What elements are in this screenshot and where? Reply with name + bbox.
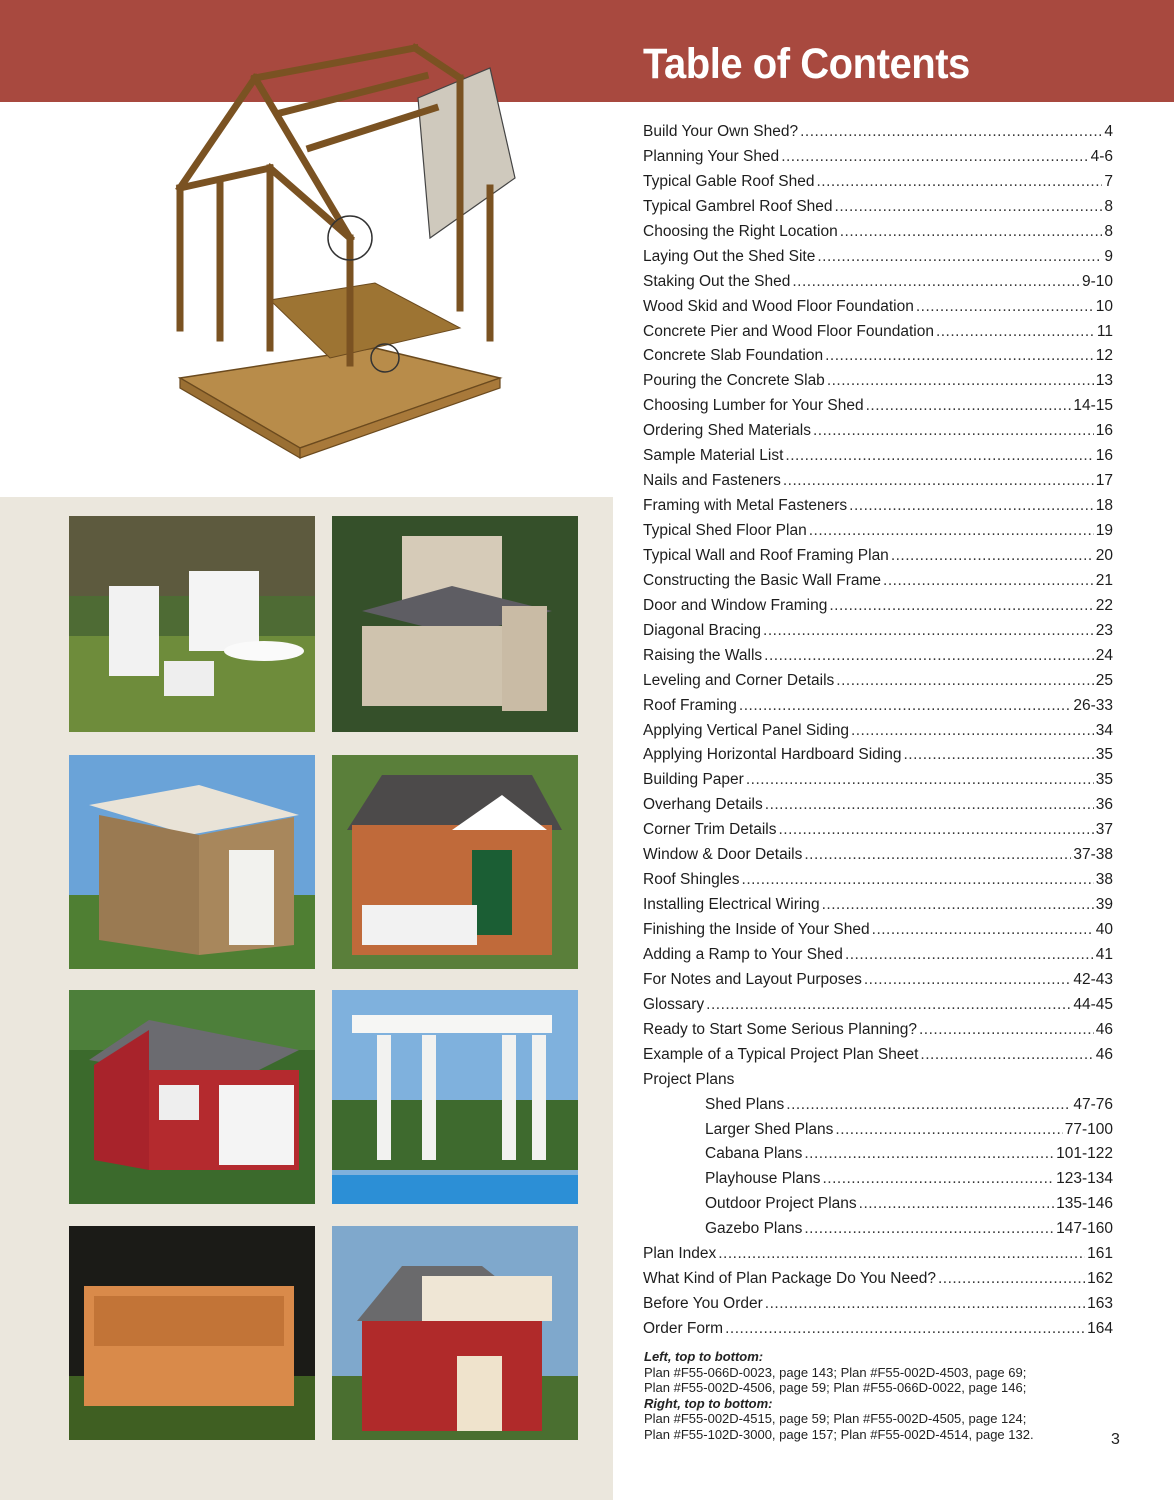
toc-entry: Leveling and Corner Details ..... 25: [643, 669, 1113, 694]
toc-entry: Example of a Typical Project Plan Sheet ..... 46: [643, 1043, 1113, 1068]
toc-entry: Planning Your Shed ..... 4-6: [643, 145, 1113, 170]
board-siding-shed-photo: [69, 755, 315, 969]
caption-line: Plan #F55-002D-4515, page 59; Plan #F55-002D-4505, page 124;: [644, 1411, 1027, 1426]
toc-subentry: Shed Plans ..... 47-76: [643, 1093, 1113, 1118]
toc-entry: Window & Door Details ..... 37-38: [643, 843, 1113, 868]
toc-entry: Constructing the Basic Wall Frame ..... 21: [643, 569, 1113, 594]
toc-entry: Plan Index ..... 161: [643, 1242, 1113, 1267]
toc-entry: Adding a Ramp to Your Shed ..... 41: [643, 943, 1113, 968]
toc-entry: Applying Vertical Panel Siding ..... 34: [643, 719, 1113, 744]
toc-entry: Staking Out the Shed ..... 9-10: [643, 270, 1113, 295]
page-number: 3: [1111, 1431, 1120, 1448]
toc-entry: Diagonal Bracing ..... 23: [643, 619, 1113, 644]
caption-right-heading: Right, top to bottom:: [644, 1395, 773, 1411]
caption-line: Plan #F55-102D-3000, page 157; Plan #F55-002D-4514, page 132.: [644, 1426, 1034, 1442]
toc-entry: Typical Shed Floor Plan ..... 19: [643, 519, 1113, 544]
toc-entry: What Kind of Plan Package Do You Need? ..... 162: [643, 1267, 1113, 1292]
toc-section-project-plans: Project Plans: [643, 1070, 735, 1088]
toc-entry: Raising the Walls ..... 24: [643, 644, 1113, 669]
clerestory-shed-photo: [332, 516, 578, 732]
toc-entry: Finishing the Inside of Your Shed ..... 40: [643, 918, 1113, 943]
toc-entry: Building Paper ..... 35: [643, 768, 1113, 793]
toc-entry: For Notes and Layout Purposes ..... 42-43: [643, 968, 1113, 993]
toc-entry: Before You Order ..... 163: [643, 1292, 1113, 1317]
toc-subentry: Playhouse Plans ..... 123-134: [643, 1167, 1113, 1192]
toc-entry: Build Your Own Shed? ..... 4: [643, 120, 1113, 145]
toc-entry: Wood Skid and Wood Floor Foundation ..... 10: [643, 295, 1113, 320]
toc-entry: Framing with Metal Fasteners ..... 18: [643, 494, 1113, 519]
playhouse-photo: [332, 755, 578, 969]
toc-entry: Applying Horizontal Hardboard Siding ..... 35: [643, 743, 1113, 768]
gambrel-barn-photo: [332, 1226, 578, 1440]
toc-entry: Choosing the Right Location ..... 8: [643, 220, 1113, 245]
caption-left-heading: Left, top to bottom:: [644, 1349, 764, 1364]
toc-entry: Typical Gambrel Roof Shed ..... 8: [643, 195, 1113, 220]
red-shed-photo: [69, 990, 315, 1204]
toc-entry: Sample Material List ..... 16: [643, 444, 1113, 469]
toc-entry: Pouring the Concrete Slab ..... 13: [643, 369, 1113, 394]
caption-line: Plan #F55-066D-0023, page 143; Plan #F55-002D-4503, page 69;: [644, 1364, 1027, 1380]
toc-entry: Ready to Start Some Serious Planning? ..... 46: [643, 1018, 1113, 1043]
toc-subentry: Outdoor Project Plans ..... 135-146: [643, 1192, 1113, 1217]
toc-entry: Roof Framing ..... 26-33: [643, 694, 1113, 719]
toc-entry: Nails and Fasteners ..... 17: [643, 469, 1113, 494]
toc-entry: Choosing Lumber for Your Shed ..... 14-15: [643, 394, 1113, 419]
toc-entry: Typical Gable Roof Shed ..... 7: [643, 170, 1113, 195]
toc-entry: Ordering Shed Materials ..... 16: [643, 419, 1113, 444]
toc-entry: Concrete Pier and Wood Floor Foundation ..... 11: [643, 320, 1113, 345]
toc-entry: Corner Trim Details ..... 37: [643, 818, 1113, 843]
toc-subentry: Larger Shed Plans ..... 77-100: [643, 1118, 1113, 1143]
toc-entry: Glossary ..... 44-45: [643, 993, 1113, 1018]
cabana-photo: [332, 990, 578, 1204]
toc-entry: Door and Window Framing ..... 22: [643, 594, 1113, 619]
toc-subentry: Gazebo Plans ..... 147-160: [643, 1217, 1113, 1242]
toc-entry: Order Form ..... 164: [643, 1317, 1113, 1342]
toc-entry: Typical Wall and Roof Framing Plan ..... 20: [643, 544, 1113, 569]
toc-entry: Overhang Details ..... 36: [643, 793, 1113, 818]
photo-caption: [644, 1349, 1114, 1442]
caption-line: Plan #F55-002D-4506, page 59; Plan #F55-066D-0022, page 146;: [644, 1380, 1027, 1395]
bench-photo: [69, 1226, 315, 1440]
toc-entry: Laying Out the Shed Site ..... 9: [643, 245, 1113, 270]
toc-entry: Concrete Slab Foundation ..... 12: [643, 344, 1113, 369]
toc-entry: Installing Electrical Wiring ..... 39: [643, 893, 1113, 918]
page-title: Table of Contents: [643, 40, 970, 88]
shed-framing-diagram: [160, 38, 530, 498]
adirondack-chairs-photo: [69, 516, 315, 732]
toc-entry: Roof Shingles ..... 38: [643, 868, 1113, 893]
toc-list: [643, 120, 1113, 1342]
toc-subentry: Cabana Plans ..... 101-122: [643, 1142, 1113, 1167]
